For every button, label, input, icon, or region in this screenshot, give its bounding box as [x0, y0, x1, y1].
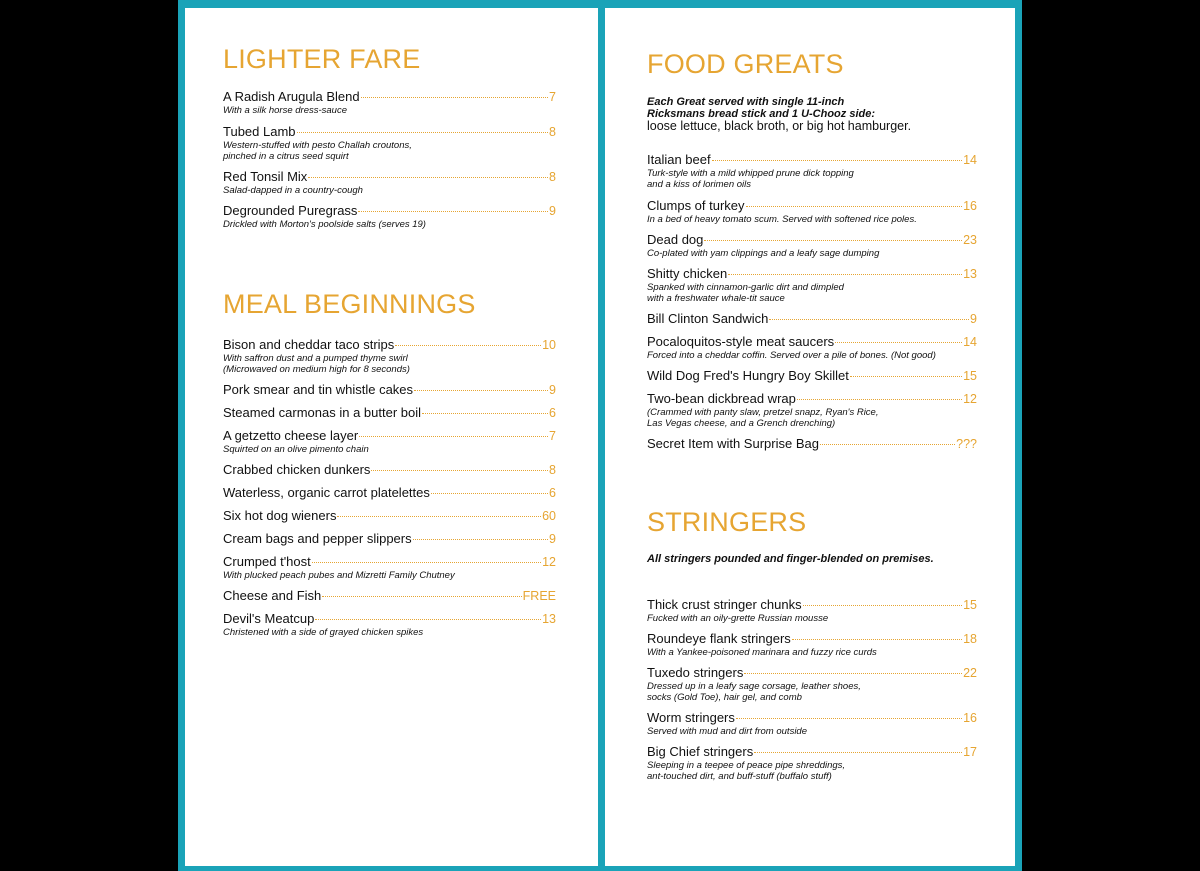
menu-item-row [647, 665, 977, 681]
dot-leader [728, 274, 962, 275]
menu-item-price: 13 [963, 267, 977, 281]
menu-item-description [647, 760, 977, 782]
menu-item [223, 531, 556, 547]
dot-leader [850, 376, 962, 377]
menu-item [647, 266, 977, 304]
menu-item-price: 9 [549, 383, 556, 397]
menu-item-price: 7 [549, 429, 556, 443]
menu-item-description [223, 570, 556, 581]
menu-item-row [223, 337, 556, 353]
menu-item-price: 13 [542, 612, 556, 626]
description-line: Salad-dapped in a country-cough [223, 185, 363, 196]
menu-item-price: 18 [963, 632, 977, 646]
menu-item [223, 382, 556, 398]
menu-item-name: Crabbed chicken dunkers [223, 462, 371, 477]
menu-item-price: 8 [549, 125, 556, 139]
section-title: LIGHTER FARE [223, 44, 421, 74]
menu-item-description [647, 647, 977, 658]
dot-leader [820, 444, 955, 445]
menu-item-row [223, 588, 556, 604]
menu-item [647, 744, 977, 782]
dot-leader [792, 639, 962, 640]
menu-item-description [223, 185, 556, 196]
menu-item [223, 124, 556, 162]
dot-leader [797, 399, 962, 400]
dot-leader [431, 493, 548, 494]
description-line: (Microwaved on medium high for 8 seconds) [223, 364, 410, 375]
menu-item-row [647, 436, 977, 452]
description-line: Co-plated with yam clippings and a leafy sage dumping [647, 248, 880, 259]
menu-item-price: 9 [549, 204, 556, 218]
menu-item [223, 508, 556, 524]
menu-item-description [647, 350, 977, 361]
menu-item-row [647, 266, 977, 282]
menu-item-description [647, 248, 977, 259]
menu-item-price: 17 [963, 745, 977, 759]
menu-item-name: Clumps of turkey [647, 198, 745, 213]
menu-item-price: 14 [963, 153, 977, 167]
menu-item [647, 436, 977, 452]
menu-item-price: 8 [549, 463, 556, 477]
section-stringers [647, 507, 977, 782]
menu-item-row [647, 198, 977, 214]
dot-leader [754, 752, 962, 753]
menu-item-row [647, 744, 977, 760]
description-line: Spanked with cinnamon-garlic dirt and dimpled [647, 282, 844, 293]
menu-item-description [647, 726, 977, 737]
menu-item [647, 631, 977, 658]
menu-item-name: Bill Clinton Sandwich [647, 311, 769, 326]
menu-item-name: Waterless, organic carrot platelettes [223, 485, 430, 500]
menu-item [647, 391, 977, 429]
menu-items [223, 337, 556, 638]
menu-item [647, 232, 977, 259]
menu-item-description [647, 613, 977, 624]
section-title: MEAL BEGINNINGS [223, 289, 476, 319]
menu-item-price: 16 [963, 711, 977, 725]
description-line: Drickled with Morton's poolside salts (serves 19) [223, 219, 426, 230]
menu-item-price: 10 [542, 338, 556, 352]
menu-item-price: 6 [549, 406, 556, 420]
menu-item-price: 9 [549, 532, 556, 546]
description-line: Dressed up in a leafy sage corsage, leather shoes, [647, 681, 861, 692]
dot-leader [413, 539, 548, 540]
menu-item-description [223, 353, 556, 375]
intro-sides: loose lettuce, black broth, or big hot hamburger. [647, 119, 912, 133]
menu-item-name: Dead dog [647, 232, 704, 247]
dot-leader [422, 413, 548, 414]
menu-item-description [223, 627, 556, 638]
menu-item [223, 169, 556, 196]
menu-item-row [223, 382, 556, 398]
dot-leader [835, 342, 962, 343]
menu-item-row [647, 368, 977, 384]
menu-item-price: 23 [963, 233, 977, 247]
menu-item-name: Secret Item with Surprise Bag [647, 436, 819, 451]
menu-item-description [647, 214, 977, 225]
menu-item [223, 89, 556, 116]
menu-item-row [647, 391, 977, 407]
menu-item-name: Devil's Meatcup [223, 611, 315, 626]
menu-item-row [647, 311, 977, 327]
menu-item-name: Bison and cheddar taco strips [223, 337, 395, 352]
menu-item-row [223, 462, 556, 478]
menu-item-row [223, 485, 556, 501]
menu-item [223, 405, 556, 421]
menu-item-row [647, 152, 977, 168]
menu-item-name: Italian beef [647, 152, 711, 167]
description-line: Fucked with an oily-grette Russian mousse [647, 613, 829, 624]
menu-item-row [647, 334, 977, 350]
section-title: FOOD GREATS [647, 49, 844, 79]
dot-leader [337, 516, 541, 517]
dot-leader [746, 206, 963, 207]
menu-item [647, 152, 977, 190]
menu-item-description [647, 681, 977, 703]
dot-leader [358, 211, 548, 212]
dot-leader [744, 673, 962, 674]
intro-line: Ricksmans bread stick and 1 U-Chooz side: [647, 108, 876, 120]
menu-item-name: Two-bean dickbread wrap [647, 391, 796, 406]
menu-item-row [223, 508, 556, 524]
menu-item [223, 611, 556, 638]
description-line: Served with mud and dirt from outside [647, 726, 807, 737]
dot-leader [308, 177, 548, 178]
dot-leader [712, 160, 962, 161]
menu-item-price: FREE [522, 589, 556, 603]
menu-item-price: 12 [963, 392, 977, 406]
description-line: With saffron dust and a pumped thyme swirl [223, 353, 408, 364]
menu-item [223, 554, 556, 581]
menu-item-name: Six hot dog wieners [223, 508, 337, 523]
menu-item [647, 368, 977, 384]
menu-item-row [647, 710, 977, 726]
dot-leader [769, 319, 969, 320]
menu-item-name: Crumped t'host [223, 554, 311, 569]
menu-item-name: Cream bags and pepper slippers [223, 531, 412, 546]
section-lighter-fare [223, 44, 556, 230]
section-meal-beginnings [223, 289, 556, 638]
intro-line: All stringers pounded and finger-blended on premises. [647, 553, 934, 565]
menu-item-description [223, 219, 556, 230]
dot-leader [361, 97, 548, 98]
menu-item [647, 334, 977, 361]
description-line: Turk-style with a mild whipped prune dick topping [647, 168, 854, 179]
menu-item-description [223, 444, 556, 455]
menu-item-name: Tubed Lamb [223, 124, 296, 139]
menu-item-row [223, 428, 556, 444]
description-line: ant-touched dirt, and buff-stuff (buffalo stuff) [647, 771, 832, 782]
menu-item-name: Tuxedo stringers [647, 665, 744, 680]
menu-item-price: 8 [549, 170, 556, 184]
menu-item [223, 337, 556, 375]
description-line: Las Vegas cheese, and a Grench drenching) [647, 418, 836, 429]
dot-leader [414, 390, 548, 391]
menu-item [647, 710, 977, 737]
dot-leader [803, 605, 962, 606]
menu-item-name: Worm stringers [647, 710, 735, 725]
description-line: Sleeping in a teepee of peace pipe shreddings, [647, 760, 846, 771]
menu-item-row [647, 597, 977, 613]
menu-item [223, 462, 556, 478]
menu-item-name: A Radish Arugula Blend [223, 89, 360, 104]
menu-item-description [223, 105, 556, 116]
menu-items [647, 152, 977, 452]
menu-item-name: Wild Dog Fred's Hungry Boy Skillet [647, 368, 849, 383]
description-line: socks (Gold Toe), hair gel, and comb [647, 692, 802, 703]
dot-leader [736, 718, 962, 719]
menu-item-name: Big Chief stringers [647, 744, 754, 759]
section-intro [647, 96, 977, 132]
description-line: Squirted on an olive pimento chain [223, 444, 369, 455]
description-line: pinched in a citrus seed squirt [223, 151, 349, 162]
description-line: With a Yankee-poisoned marinara and fuzzy rice curds [647, 647, 877, 658]
menu-item [223, 485, 556, 501]
menu-item-price: 9 [970, 312, 977, 326]
dot-leader [359, 436, 548, 437]
menu-item-name: Roundeye flank stringers [647, 631, 791, 646]
menu-item [647, 311, 977, 327]
menu-items [647, 597, 977, 782]
menu-item-price: 60 [542, 509, 556, 523]
menu-item-name: Degrounded Puregrass [223, 203, 358, 218]
menu-item-row [223, 124, 556, 140]
menu-item-name: Red Tonsil Mix [223, 169, 308, 184]
description-line: With plucked peach pubes and Mizretti Family Chutney [223, 570, 455, 581]
menu-item-price: 7 [549, 90, 556, 104]
section-title: STRINGERS [647, 507, 807, 537]
menu-item-price: 16 [963, 199, 977, 213]
menu-item-name: A getzetto cheese layer [223, 428, 359, 443]
menu-item-row [647, 232, 977, 248]
description-line: Forced into a cheddar coffin. Served over a pile of bones. (Not good) [647, 350, 936, 361]
menu-item-description [647, 168, 977, 190]
menu-item-description [647, 407, 977, 429]
menu-item-row [223, 531, 556, 547]
menu-item-price: 22 [963, 666, 977, 680]
menu-item [647, 665, 977, 703]
description-line: Western-stuffed with pesto Challah croutons, [223, 140, 412, 151]
menu-item-price: 6 [549, 486, 556, 500]
menu-item [647, 597, 977, 624]
menu-item-description [223, 140, 556, 162]
menu-item-name: Thick crust stringer chunks [647, 597, 802, 612]
menu-item-row [223, 554, 556, 570]
menu-item-price: 12 [542, 555, 556, 569]
menu-item-name: Steamed carmonas in a butter boil [223, 405, 421, 420]
menu-items [223, 89, 556, 230]
section-intro [647, 553, 977, 565]
description-line: Christened with a side of grayed chicken spikes [223, 627, 424, 638]
menu-item-name: Shitty chicken [647, 266, 728, 281]
menu-item [223, 428, 556, 455]
menu-item-row [223, 611, 556, 627]
menu-item [223, 203, 556, 230]
menu-item-name: Cheese and Fish [223, 588, 322, 603]
description-line: In a bed of heavy tomato scum. Served with softened rice poles. [647, 214, 917, 225]
description-line: and a kiss of lorimen oils [647, 179, 752, 190]
menu-item-price: 15 [963, 598, 977, 612]
menu-item-price: 15 [963, 369, 977, 383]
menu-item-price: ??? [956, 437, 977, 451]
menu-item-name: Pocaloquitos-style meat saucers [647, 334, 835, 349]
menu-item [647, 198, 977, 225]
menu-item-row [223, 203, 556, 219]
menu-item-price: 14 [963, 335, 977, 349]
dot-leader [395, 345, 541, 346]
description-line: With a silk horse dress-sauce [223, 105, 347, 116]
intro-line: Each Great served with single 11-inch [647, 96, 845, 108]
description-line: (Crammed with panty slaw, pretzel snapz, Ryan's Rice, [647, 407, 879, 418]
menu-item-row [223, 89, 556, 105]
dot-leader [322, 596, 521, 597]
menu-item [223, 588, 556, 604]
dot-leader [704, 240, 962, 241]
dot-leader [297, 132, 549, 133]
menu-item-description [647, 282, 977, 304]
menu-item-name: Pork smear and tin whistle cakes [223, 382, 414, 397]
menu-item-row [223, 169, 556, 185]
description-line: with a freshwater whale-tit sauce [647, 293, 785, 304]
menu-item-row [647, 631, 977, 647]
dot-leader [371, 470, 548, 471]
dot-leader [312, 562, 541, 563]
menu-item-row [223, 405, 556, 421]
section-food-greats [647, 49, 977, 452]
dot-leader [315, 619, 541, 620]
